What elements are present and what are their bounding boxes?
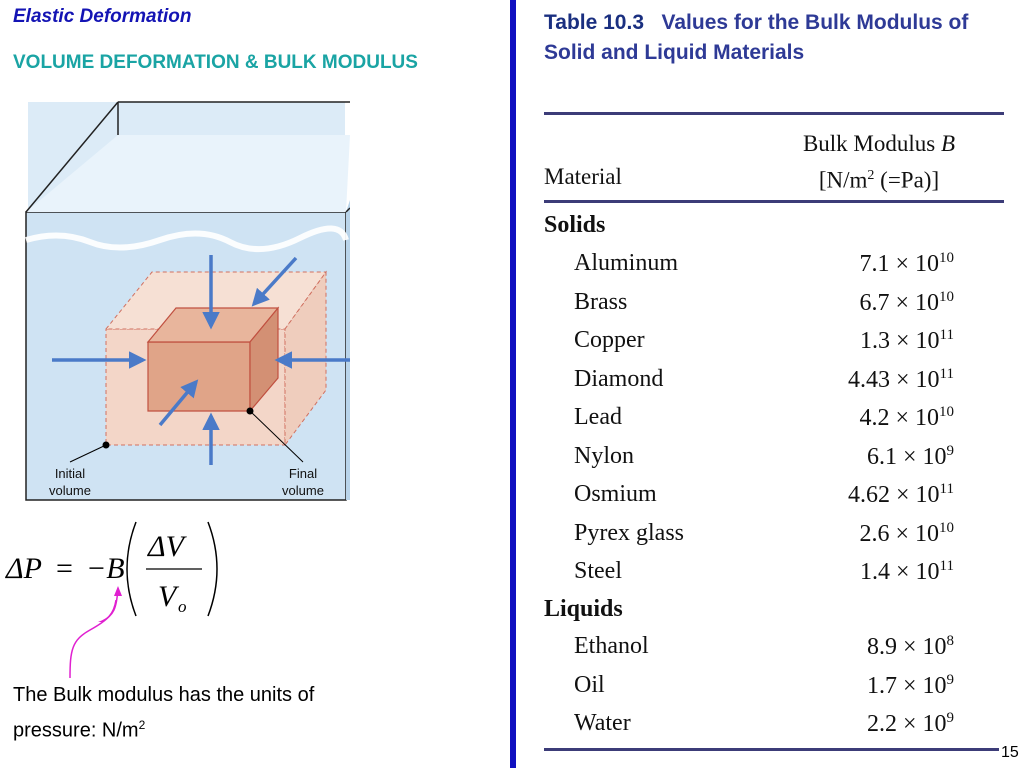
units-note-line2: pressure: $N/m^2$ <box>13 718 146 742</box>
material-name: Steel <box>574 558 622 584</box>
material-name: Aluminum <box>574 250 679 276</box>
table-row <box>574 633 984 663</box>
final-volume-label: Final <box>288 466 318 481</box>
formula-denominator-sub: o <box>178 597 187 616</box>
material-name: Oil <box>574 671 605 698</box>
table-row <box>574 672 984 702</box>
bulk-modulus-value: $8.9 \times 10^8$ <box>866 633 954 660</box>
table-row <box>574 520 984 550</box>
bulk-modulus-table <box>544 0 1014 768</box>
slide-heading-elastic: Elastic Deformation <box>13 6 192 27</box>
table-row <box>574 481 984 511</box>
vertical-divider <box>510 0 516 768</box>
section-solids: Solids <box>544 212 606 238</box>
volume-deformation-diagram <box>0 90 350 505</box>
bulk-modulus-value: $4.2 \times 10^{10}$ <box>859 404 954 431</box>
table-row <box>574 710 984 740</box>
material-name: Lead <box>574 404 622 430</box>
units-note <box>13 680 314 746</box>
formula-numerator: ΔV <box>148 530 184 563</box>
formula-lhs: ΔP <box>6 552 42 585</box>
bulk-modulus-value: $1.3 \times 10^{11}$ <box>860 327 954 354</box>
table-row <box>574 558 984 588</box>
initial-volume-label: Initial <box>54 466 86 481</box>
material-name: Diamond <box>574 365 664 392</box>
slide-heading-volume: VOLUME DEFORMATION & BULK MODULUS <box>13 52 418 73</box>
table-row <box>574 366 984 396</box>
bulk-modulus-value: $1.7 \times 10^9$ <box>866 671 954 699</box>
column-header-material: Material <box>544 164 622 189</box>
material-name: Copper <box>574 327 645 353</box>
material-name: Brass <box>574 288 628 315</box>
section-liquids: Liquids <box>544 596 623 622</box>
formula-pointer-arrowhead <box>114 586 122 596</box>
table-caption-label: Table 10.3 <box>544 11 644 34</box>
formula-equals: = <box>56 552 73 585</box>
table-row <box>574 289 984 319</box>
formula-minus-b: −B <box>86 552 125 585</box>
table-caption <box>544 8 1014 68</box>
units-note-line1: The Bulk modulus has the units of <box>13 684 315 706</box>
final-volume-label: volume <box>282 483 324 498</box>
initial-volume-label: volume <box>49 483 91 498</box>
formula-denominator: V <box>158 580 177 613</box>
column-header-bulk: Bulk Modulus B [$N/m^2$ (=Pa)] <box>802 131 956 193</box>
bulk-modulus-value: $7.1 \times 10^{10}$ <box>859 250 954 277</box>
material-name: Pyrex glass <box>574 519 684 546</box>
bulk-modulus-value: $6.1 \times 10^9$ <box>866 442 954 470</box>
table-row <box>574 327 984 357</box>
material-name: Water <box>574 710 631 736</box>
final-volume-front <box>148 342 250 411</box>
table-caption-title: Values for the Bulk Modulus of Solid and Liquid Materials <box>544 11 969 64</box>
tank-side-water <box>346 200 350 500</box>
bulk-modulus-value: $2.2 \times 10^9$ <box>866 710 954 737</box>
table-row <box>574 404 984 434</box>
material-name: Nylon <box>574 442 634 469</box>
formula-pointer-tail <box>0 600 140 680</box>
table-row <box>574 443 984 473</box>
material-name: Ethanol <box>574 633 649 659</box>
table-rule-top <box>544 112 1004 115</box>
bulk-modulus-value: $2.6 \times 10^{10}$ <box>859 519 954 547</box>
bulk-modulus-value: $4.43 \times 10^{11}$ <box>848 365 954 393</box>
formula-right-paren <box>208 522 217 616</box>
material-name: Osmium <box>574 481 657 507</box>
table-rule-bottom <box>544 748 999 751</box>
table-row <box>574 250 984 280</box>
bulk-modulus-value: $1.4 \times 10^{11}$ <box>860 558 954 585</box>
table-rule-mid <box>544 200 1004 203</box>
page-number: 15 <box>1001 744 1019 761</box>
bulk-modulus-value: $6.7 \times 10^{10}$ <box>859 288 954 316</box>
bulk-modulus-value: $4.62 \times 10^{11}$ <box>848 481 954 508</box>
